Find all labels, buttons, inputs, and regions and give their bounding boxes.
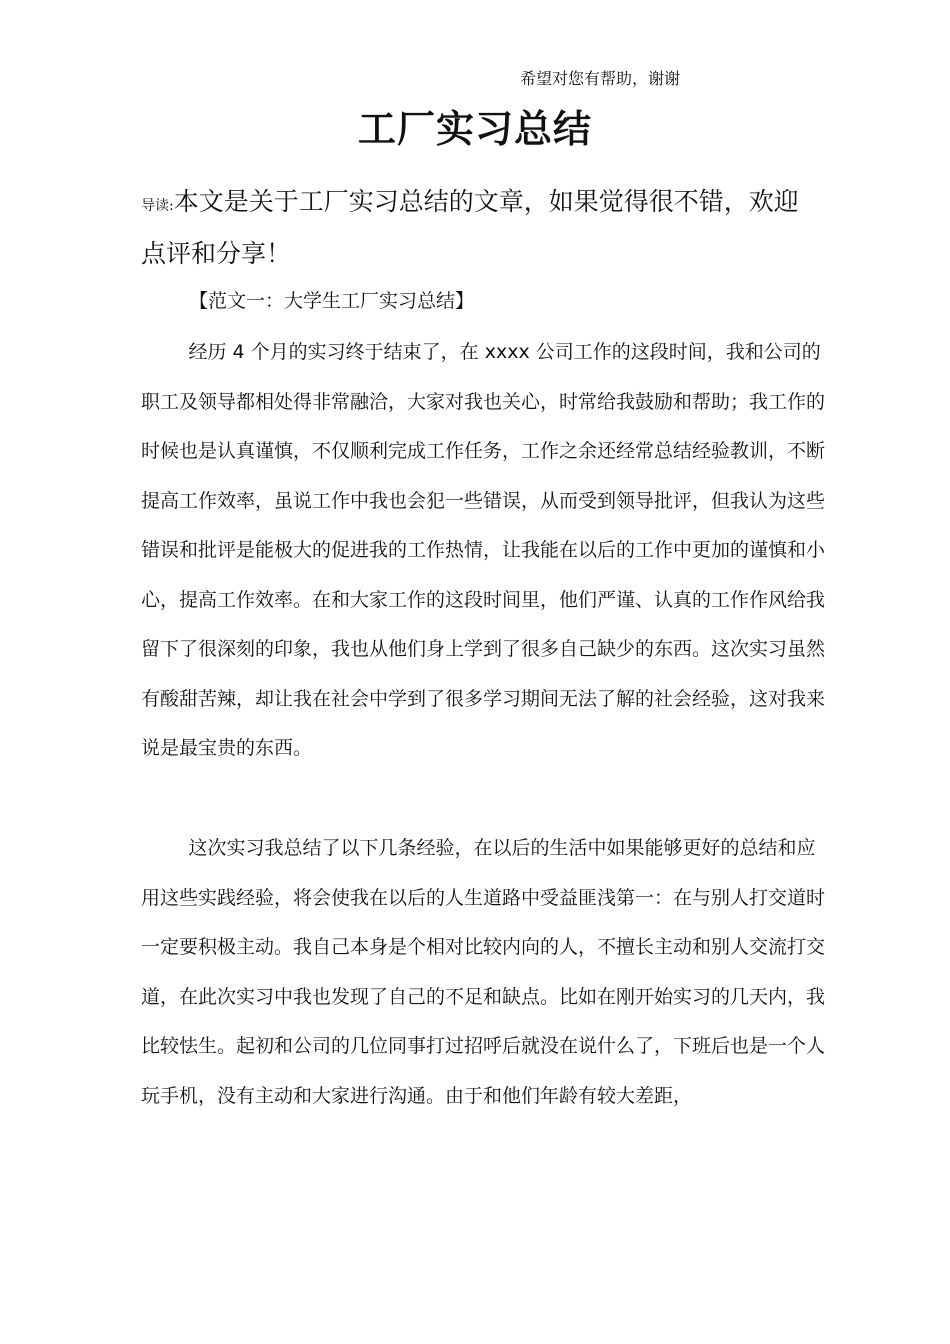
document-title: 工厂实习总结: [357, 107, 592, 151]
intro-text: 本文是关于工厂实习总结的文章，如果觉得很不错，欢迎点评和分享！: [141, 187, 799, 268]
header-note: 希望对您有帮助，谢谢: [520, 69, 681, 88]
intro-paragraph: [141, 178, 821, 278]
body-paragraph: 这次实习我总结了以下几条经验，在以后的生活中如果能够更好的总结和应用这些实践经验，将会使我在以后的人生道路中受益匪浅第一：在与别人打交道时一定要积极主动。我自己本身是个相对比较内向的人，不擅长主动和别人交流打交道，在此次实习中我也发现了自己的不足和缺点。比如在刚开始实习的几天内，我比较怯生。起初和公司的几位同事打过招呼后就没在说什么了，下班后也是一个人玩手机，没有主动和大家进行沟通。由于和他们年龄有较大差距，: [141, 837, 826, 1107]
intro-label: 导读:: [141, 198, 174, 214]
section-heading: 【范文一：大学生工厂实习总结】: [189, 290, 475, 312]
body-paragraph: 经历 4 个月的实习终于结束了，在 xxxx 公司工作的这段时间，我和公司的职工及领导都相处得非常融洽，大家对我也关心，时常给我鼓励和帮助；我工作的时候也是认真谨慎，不仅顺利完成工作任务，工作之余还经常总结经验教训，不断提高工作效率，虽说工作中我也会犯一些错误，从而受到领导批评，但我认为这些错误和批评是能极大的促进我的工作热情，让我能在以后的工作中更加的谨慎和小心，提高工作效率。在和大家工作的这段时间里，他们严谨、认真的工作作风给我留下了很深刻的印象，我也从他们身上学到了很多自己缺少的东西。这次实习虽然有酸甜苦辣，却让我在社会中学到了很多学习期间无法了解的社会经验，这对我来说是最宝贵的东西。: [141, 341, 826, 759]
